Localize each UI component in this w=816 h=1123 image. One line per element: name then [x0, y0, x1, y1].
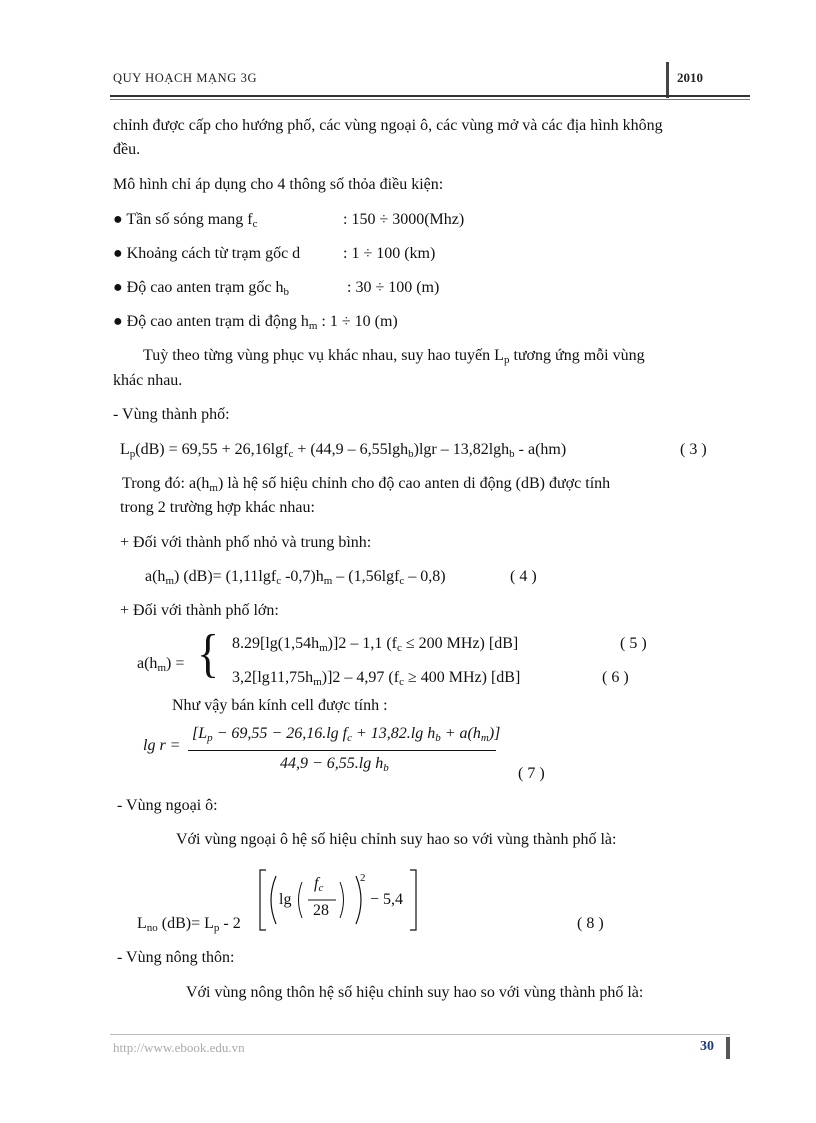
bullet-frequency — [113, 210, 257, 230]
bullet-label: ● Tần số sóng mang f — [113, 211, 253, 228]
bullet-base-height — [113, 278, 289, 298]
equation-number: ( 7 ) — [518, 765, 545, 782]
bullet-value: : 30 ÷ 100 (m) — [347, 279, 440, 296]
subscript: m — [308, 320, 318, 332]
subscript: b — [383, 762, 389, 774]
section-heading-urban: - Vùng thành phố: — [113, 406, 230, 423]
text: – (1,56lgf — [332, 568, 400, 585]
subscript: p — [207, 732, 213, 744]
section-heading-suburb: - Vùng ngoại ô: — [117, 797, 218, 814]
paragraph-line: trong 2 trường hợp khác nhau: — [120, 499, 315, 516]
subscript: c — [399, 676, 404, 688]
subsection-small-city: + Đối với thành phố nhỏ và trung bình: — [120, 534, 372, 551]
paragraph-line: khác nhau. — [113, 372, 183, 389]
left-paren — [271, 876, 276, 924]
subscript: p — [129, 448, 136, 460]
subscript: m — [319, 642, 328, 654]
subscript: c — [252, 218, 258, 230]
header-rule — [110, 95, 750, 97]
text: Tuỳ theo từng vùng phục vụ khác nhau, suy hao tuyến L — [143, 347, 504, 364]
text: + a(h — [440, 725, 481, 742]
text: -0,7)h — [281, 568, 324, 585]
bullet-value: : 1 ÷ 100 (km) — [343, 245, 436, 262]
equation-5 — [232, 634, 518, 654]
text: ≥ 400 MHz) [dB] — [403, 669, 521, 686]
subscript: m — [165, 575, 174, 587]
equation-56-lhs — [137, 654, 184, 674]
text: 8.29[lg(1,54h — [232, 635, 320, 652]
text: )]2 – 1,1 (f — [327, 635, 397, 652]
footer-url-link[interactable]: http://www.ebook.edu.vn — [113, 1040, 245, 1055]
equation-7-lhs: lg r = — [143, 737, 181, 754]
fraction-bar — [188, 750, 496, 751]
subscript: m — [480, 732, 489, 744]
header-divider — [666, 62, 669, 98]
header-title: QUY HOẠCH MẠNG 3G — [113, 71, 258, 85]
equation-8-tail: − 5,4 — [370, 891, 404, 908]
fraction-numerator — [314, 874, 323, 894]
text: f — [314, 875, 319, 892]
subscript: c — [399, 575, 405, 587]
paragraph-line: Với vùng ngoại ô hệ số hiệu chỉnh suy hao so với vùng thành phố là: — [176, 831, 617, 848]
subscript: b — [509, 448, 515, 460]
header-year: 2010 — [677, 70, 703, 85]
text: )lgr – 13,82lgh — [413, 441, 510, 458]
text: + (44,9 – 6,55lgh — [293, 441, 409, 458]
fraction-denominator: 28 — [313, 902, 329, 919]
paragraph-line: chỉnh được cấp cho hướng phố, các vùng ngoại ô, các vùng mở và các địa hình không — [113, 117, 663, 134]
text: − 69,55 − 26,16.lg f — [212, 725, 348, 742]
paragraph-line: Như vậy bán kính cell được tính : — [172, 697, 388, 714]
bullet-value: : 150 ÷ 3000(Mhz) — [343, 211, 465, 228]
header-rule-thin — [110, 99, 750, 100]
bullet-distance: ● Khoảng cách từ trạm gốc d — [113, 245, 301, 262]
subscript: p — [213, 922, 220, 934]
text: )]2 – 4,97 (f — [321, 669, 400, 686]
bullet-value: : 1 ÷ 10 (m) — [317, 313, 398, 330]
text: 44,9 − 6,55.lg h — [280, 755, 384, 772]
paragraph-line: Mô hình chỉ áp dụng cho 4 thông số thỏa điều kiện: — [113, 176, 444, 193]
right-square-bracket — [410, 870, 416, 930]
subscript: b — [408, 448, 414, 460]
equation-number: ( 3 ) — [680, 441, 707, 458]
equation-4 — [145, 567, 446, 587]
subscript: c — [318, 882, 324, 894]
text: 3,2[lg11,75h — [232, 669, 314, 686]
text: + 13,82.lg h — [352, 725, 436, 742]
subscript: c — [396, 642, 402, 654]
subscript: no — [146, 922, 158, 934]
text: ) = — [166, 655, 185, 672]
subscript: m — [313, 676, 322, 688]
paragraph-line: Với vùng nông thôn hệ số hiệu chỉnh suy hao so với vùng thành phố là: — [186, 984, 644, 1001]
page-number: 30 — [700, 1039, 714, 1054]
subscript: b — [283, 286, 289, 298]
lg-symbol: lg — [279, 891, 292, 908]
brace-symbol: { — [197, 624, 220, 683]
equation-6 — [232, 668, 520, 688]
text: ) là hệ số hiệu chỉnh cho độ cao anten di động (dB) được tính — [217, 475, 611, 492]
section-heading-rural: - Vùng nông thôn: — [117, 949, 235, 966]
equation-7-numerator — [192, 724, 500, 744]
text: ) (dB)= (1,11lgf — [174, 568, 277, 585]
text: Trong đó: a(h — [122, 475, 210, 492]
text: tương ứng mỗi vùng — [509, 347, 645, 364]
bullet-label: ● Độ cao anten trạm di động h — [113, 313, 309, 330]
equation-number: ( 6 ) — [602, 669, 629, 686]
text: L — [137, 915, 147, 932]
text: )] — [488, 725, 501, 742]
text: a(h — [145, 568, 166, 585]
equation-7-denominator — [280, 754, 389, 774]
text: L — [120, 441, 130, 458]
subscript: c — [347, 732, 352, 744]
subscript: c — [288, 448, 294, 460]
text: (dB)= L — [157, 915, 214, 932]
subscript: b — [435, 732, 441, 744]
inner-right-paren — [340, 882, 344, 918]
exponent: 2 — [360, 872, 366, 884]
text: ≤ 200 MHz) [dB] — [401, 635, 519, 652]
equation-number: ( 4 ) — [510, 568, 537, 585]
bullet-label: ● Độ cao anten trạm gốc h — [113, 279, 284, 296]
bullet-mobile-height — [113, 312, 398, 332]
footer-divider — [726, 1037, 730, 1059]
paragraph-line — [143, 346, 645, 366]
subscript: c — [276, 575, 282, 587]
text: – 0,8) — [404, 568, 446, 585]
text: (dB) = 69,55 + 26,16lgf — [135, 441, 289, 458]
subscript: m — [323, 575, 333, 587]
text: a(h — [137, 655, 158, 672]
equation-8-lhs — [137, 914, 241, 934]
subscript: m — [157, 662, 166, 674]
equation-number: ( 5 ) — [620, 635, 647, 652]
equation-number: ( 8 ) — [577, 915, 604, 932]
text: [L — [192, 725, 208, 742]
text: - 2 — [219, 915, 241, 932]
subscript: p — [503, 354, 510, 366]
paragraph-line: đều. — [113, 141, 141, 158]
footer-rule — [110, 1034, 730, 1035]
paragraph-line — [122, 474, 610, 494]
inner-left-paren — [299, 882, 303, 918]
left-square-bracket — [260, 870, 266, 930]
text: - a(hm) — [514, 441, 567, 458]
equation-3 — [120, 440, 566, 460]
subscript: m — [209, 482, 218, 494]
subsection-large-city: + Đối với thành phố lớn: — [120, 602, 279, 619]
